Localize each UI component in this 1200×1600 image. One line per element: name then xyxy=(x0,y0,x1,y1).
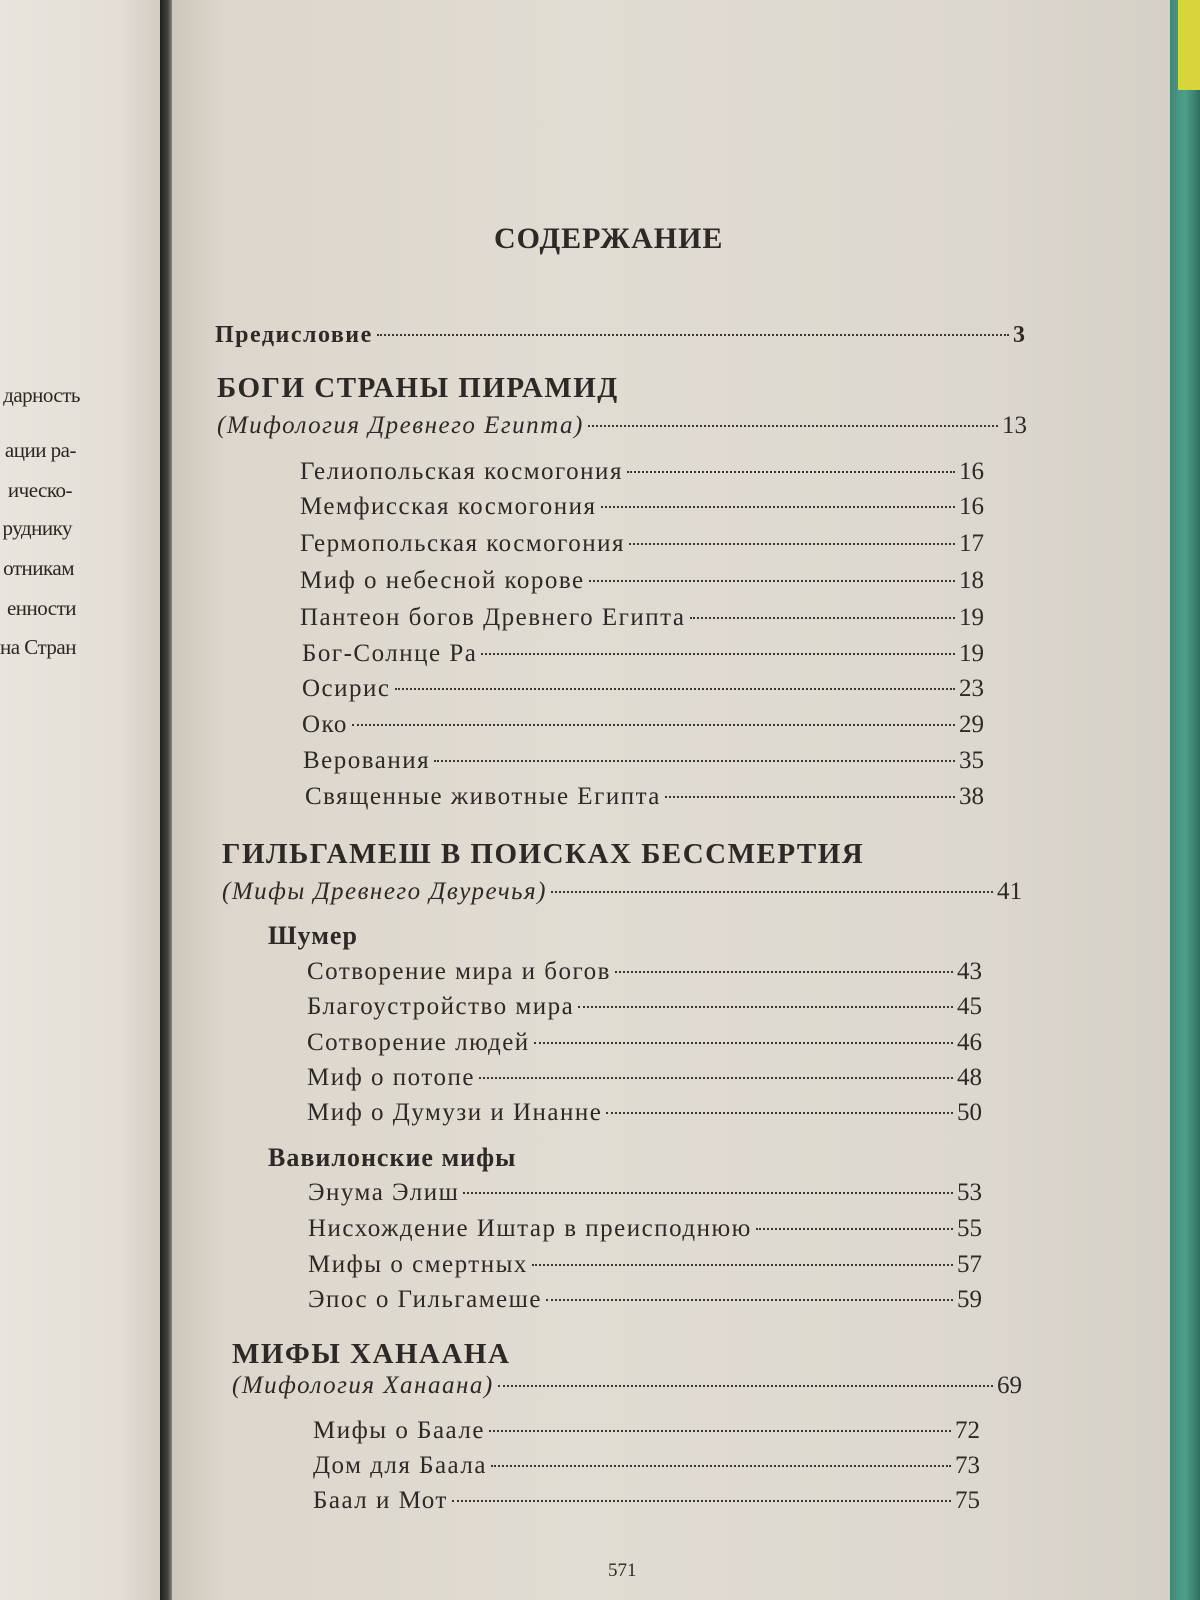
toc-entry-label: Эпос о Гильгамеше xyxy=(308,1286,542,1313)
toc-entry xyxy=(308,1248,982,1282)
toc-entry-page: 73 xyxy=(955,1452,980,1479)
toc-entry xyxy=(305,780,984,814)
toc-entry-label: Сотворение мира и богов xyxy=(307,958,611,985)
dot-leader xyxy=(452,1500,951,1502)
toc-entry-page: 43 xyxy=(957,958,982,985)
toc-entry-page: 75 xyxy=(955,1487,980,1514)
toc-entry xyxy=(307,990,982,1024)
toc-entry-page: 19 xyxy=(959,640,984,667)
toc-entry-label: Миф о небесной корове xyxy=(300,567,585,594)
toc-entry-label: Энума Элиш xyxy=(308,1179,460,1206)
toc-entry xyxy=(300,490,984,524)
page-number: 571 xyxy=(608,1560,637,1581)
dot-leader xyxy=(601,506,955,508)
dot-leader xyxy=(491,1465,951,1467)
group-title: Шумер xyxy=(268,921,358,950)
left-page-fragment: дарность xyxy=(3,383,80,407)
section-title: МИФЫ ХАНААНА xyxy=(232,1338,511,1370)
section-subtitle-row xyxy=(222,875,1022,909)
toc-entry-page: 50 xyxy=(957,1099,982,1126)
toc-entry-page: 13 xyxy=(1002,412,1027,439)
dot-leader xyxy=(498,1385,993,1387)
toc-entry-page: 69 xyxy=(997,1372,1022,1399)
toc-entry xyxy=(313,1484,980,1518)
toc-entry xyxy=(302,708,984,742)
toc-entry-label: Верования xyxy=(303,747,431,774)
toc-entry-page: 46 xyxy=(957,1029,982,1056)
toc-entry xyxy=(307,955,982,989)
toc-entry-label: Мифы о Баале xyxy=(313,1417,485,1444)
section-subtitle: (Мифология Древнего Египта) xyxy=(217,412,584,439)
toc-entry-page: 29 xyxy=(959,711,984,738)
toc-entry-preface xyxy=(215,318,1025,352)
toc-entry-label: Предисловие xyxy=(215,322,373,348)
toc-entry-page: 16 xyxy=(959,493,984,520)
cover-yellow-strip xyxy=(1178,0,1200,90)
toc-entry-label: Дом для Баала xyxy=(313,1452,487,1479)
dot-leader xyxy=(615,971,953,973)
left-page-fragment: на Стран xyxy=(0,635,76,659)
dot-leader xyxy=(395,688,955,690)
dot-leader xyxy=(481,653,955,655)
dot-leader xyxy=(690,617,955,619)
left-page-fragment: енности xyxy=(6,596,76,620)
toc-entry-page: 59 xyxy=(957,1286,982,1313)
toc-entry xyxy=(308,1176,982,1210)
toc-entry-page: 48 xyxy=(957,1064,982,1091)
toc-entry-label: Нисхождение Иштар в преисподнюю xyxy=(308,1215,752,1242)
toc-entry-label: Миф о потопе xyxy=(307,1064,475,1091)
book-cover-edge xyxy=(1170,0,1200,1600)
dot-leader xyxy=(377,334,1009,336)
toc-entry-page: 53 xyxy=(957,1179,982,1206)
toc-entry-label: Благоустройство мира xyxy=(307,993,575,1020)
dot-leader xyxy=(463,1192,953,1194)
dot-leader xyxy=(606,1112,953,1114)
toc-entry-label: Миф о Думузи и Инанне xyxy=(307,1099,603,1126)
toc-entry xyxy=(300,527,984,561)
section-subtitle-row xyxy=(217,409,1027,443)
dot-leader xyxy=(534,1042,953,1044)
toc-entry xyxy=(303,744,984,778)
toc-entry-label: Баал и Мот xyxy=(313,1487,448,1514)
toc-entry-label: Бог-Солнце Ра xyxy=(302,640,478,667)
toc-entry-label: Сотворение людей xyxy=(307,1029,530,1056)
dot-leader xyxy=(588,425,998,427)
toc-heading: СОДЕРЖАНИЕ xyxy=(494,222,724,255)
section-subtitle: (Мифология Ханаана) xyxy=(232,1372,494,1399)
group-title: Вавилонские мифы xyxy=(268,1143,517,1172)
toc-entry-page: 16 xyxy=(959,458,984,485)
toc-entry-label: Священные животные Египта xyxy=(305,783,661,810)
toc-entry-label: Осирис xyxy=(302,675,391,702)
dot-leader xyxy=(479,1077,953,1079)
toc-entry-page: 19 xyxy=(959,604,984,631)
dot-leader xyxy=(665,796,955,798)
toc-entry xyxy=(302,672,984,706)
dot-leader xyxy=(489,1430,951,1432)
dot-leader xyxy=(589,580,955,582)
toc-entry xyxy=(307,1096,982,1130)
toc-entry-page: 45 xyxy=(957,993,982,1020)
section-title: БОГИ СТРАНЫ ПИРАМИД xyxy=(217,372,619,404)
left-page-fragment: ации ра- xyxy=(4,438,76,462)
toc-entry-page: 72 xyxy=(955,1417,980,1444)
section-subtitle-row xyxy=(232,1369,1022,1403)
toc-entry-page: 23 xyxy=(959,675,984,702)
toc-entry xyxy=(300,601,984,635)
dot-leader xyxy=(551,891,993,893)
toc-entry xyxy=(300,564,984,598)
toc-entry xyxy=(307,1061,982,1095)
dot-leader xyxy=(578,1006,953,1008)
dot-leader xyxy=(352,724,955,726)
toc-entry-page: 38 xyxy=(959,783,984,810)
dot-leader xyxy=(546,1299,953,1301)
toc-entry-label: Око xyxy=(302,711,348,738)
dot-leader xyxy=(532,1264,953,1266)
toc-entry-page: 18 xyxy=(959,567,984,594)
toc-entry-label: Гермопольская космогония xyxy=(300,530,626,557)
toc-entry-label: Мемфисская космогония xyxy=(300,493,597,520)
toc-entry-page: 35 xyxy=(959,747,984,774)
toc-entry-page: 3 xyxy=(1013,322,1025,348)
toc-entry xyxy=(300,455,984,489)
left-page-fragment: руднику xyxy=(2,516,72,540)
dot-leader xyxy=(756,1228,953,1230)
toc-entry-label: Мифы о смертных xyxy=(308,1251,528,1278)
toc-entry-label: Пантеон богов Древнего Египта xyxy=(300,604,686,631)
toc-entry xyxy=(313,1449,980,1483)
toc-entry-page: 41 xyxy=(997,878,1022,905)
toc-entry-page: 57 xyxy=(957,1251,982,1278)
section-subtitle: (Мифы Древнего Двуречья) xyxy=(222,878,547,905)
toc-entry-page: 17 xyxy=(959,530,984,557)
toc-entry xyxy=(302,637,984,671)
left-page-fragment: ическо- xyxy=(7,478,72,502)
toc-entry xyxy=(307,1026,982,1060)
toc-entry xyxy=(308,1212,982,1246)
toc-entry xyxy=(313,1414,980,1448)
toc-entry-page: 55 xyxy=(957,1215,982,1242)
dot-leader xyxy=(434,760,955,762)
toc-entry xyxy=(308,1283,982,1317)
toc-entry-label: Гелиопольская космогония xyxy=(300,458,623,485)
dot-leader xyxy=(629,543,955,545)
dot-leader xyxy=(627,471,955,473)
left-page-fragment: отникам xyxy=(3,556,74,580)
section-title: ГИЛЬГАМЕШ В ПОИСКАХ БЕССМЕРТИЯ xyxy=(222,838,865,870)
